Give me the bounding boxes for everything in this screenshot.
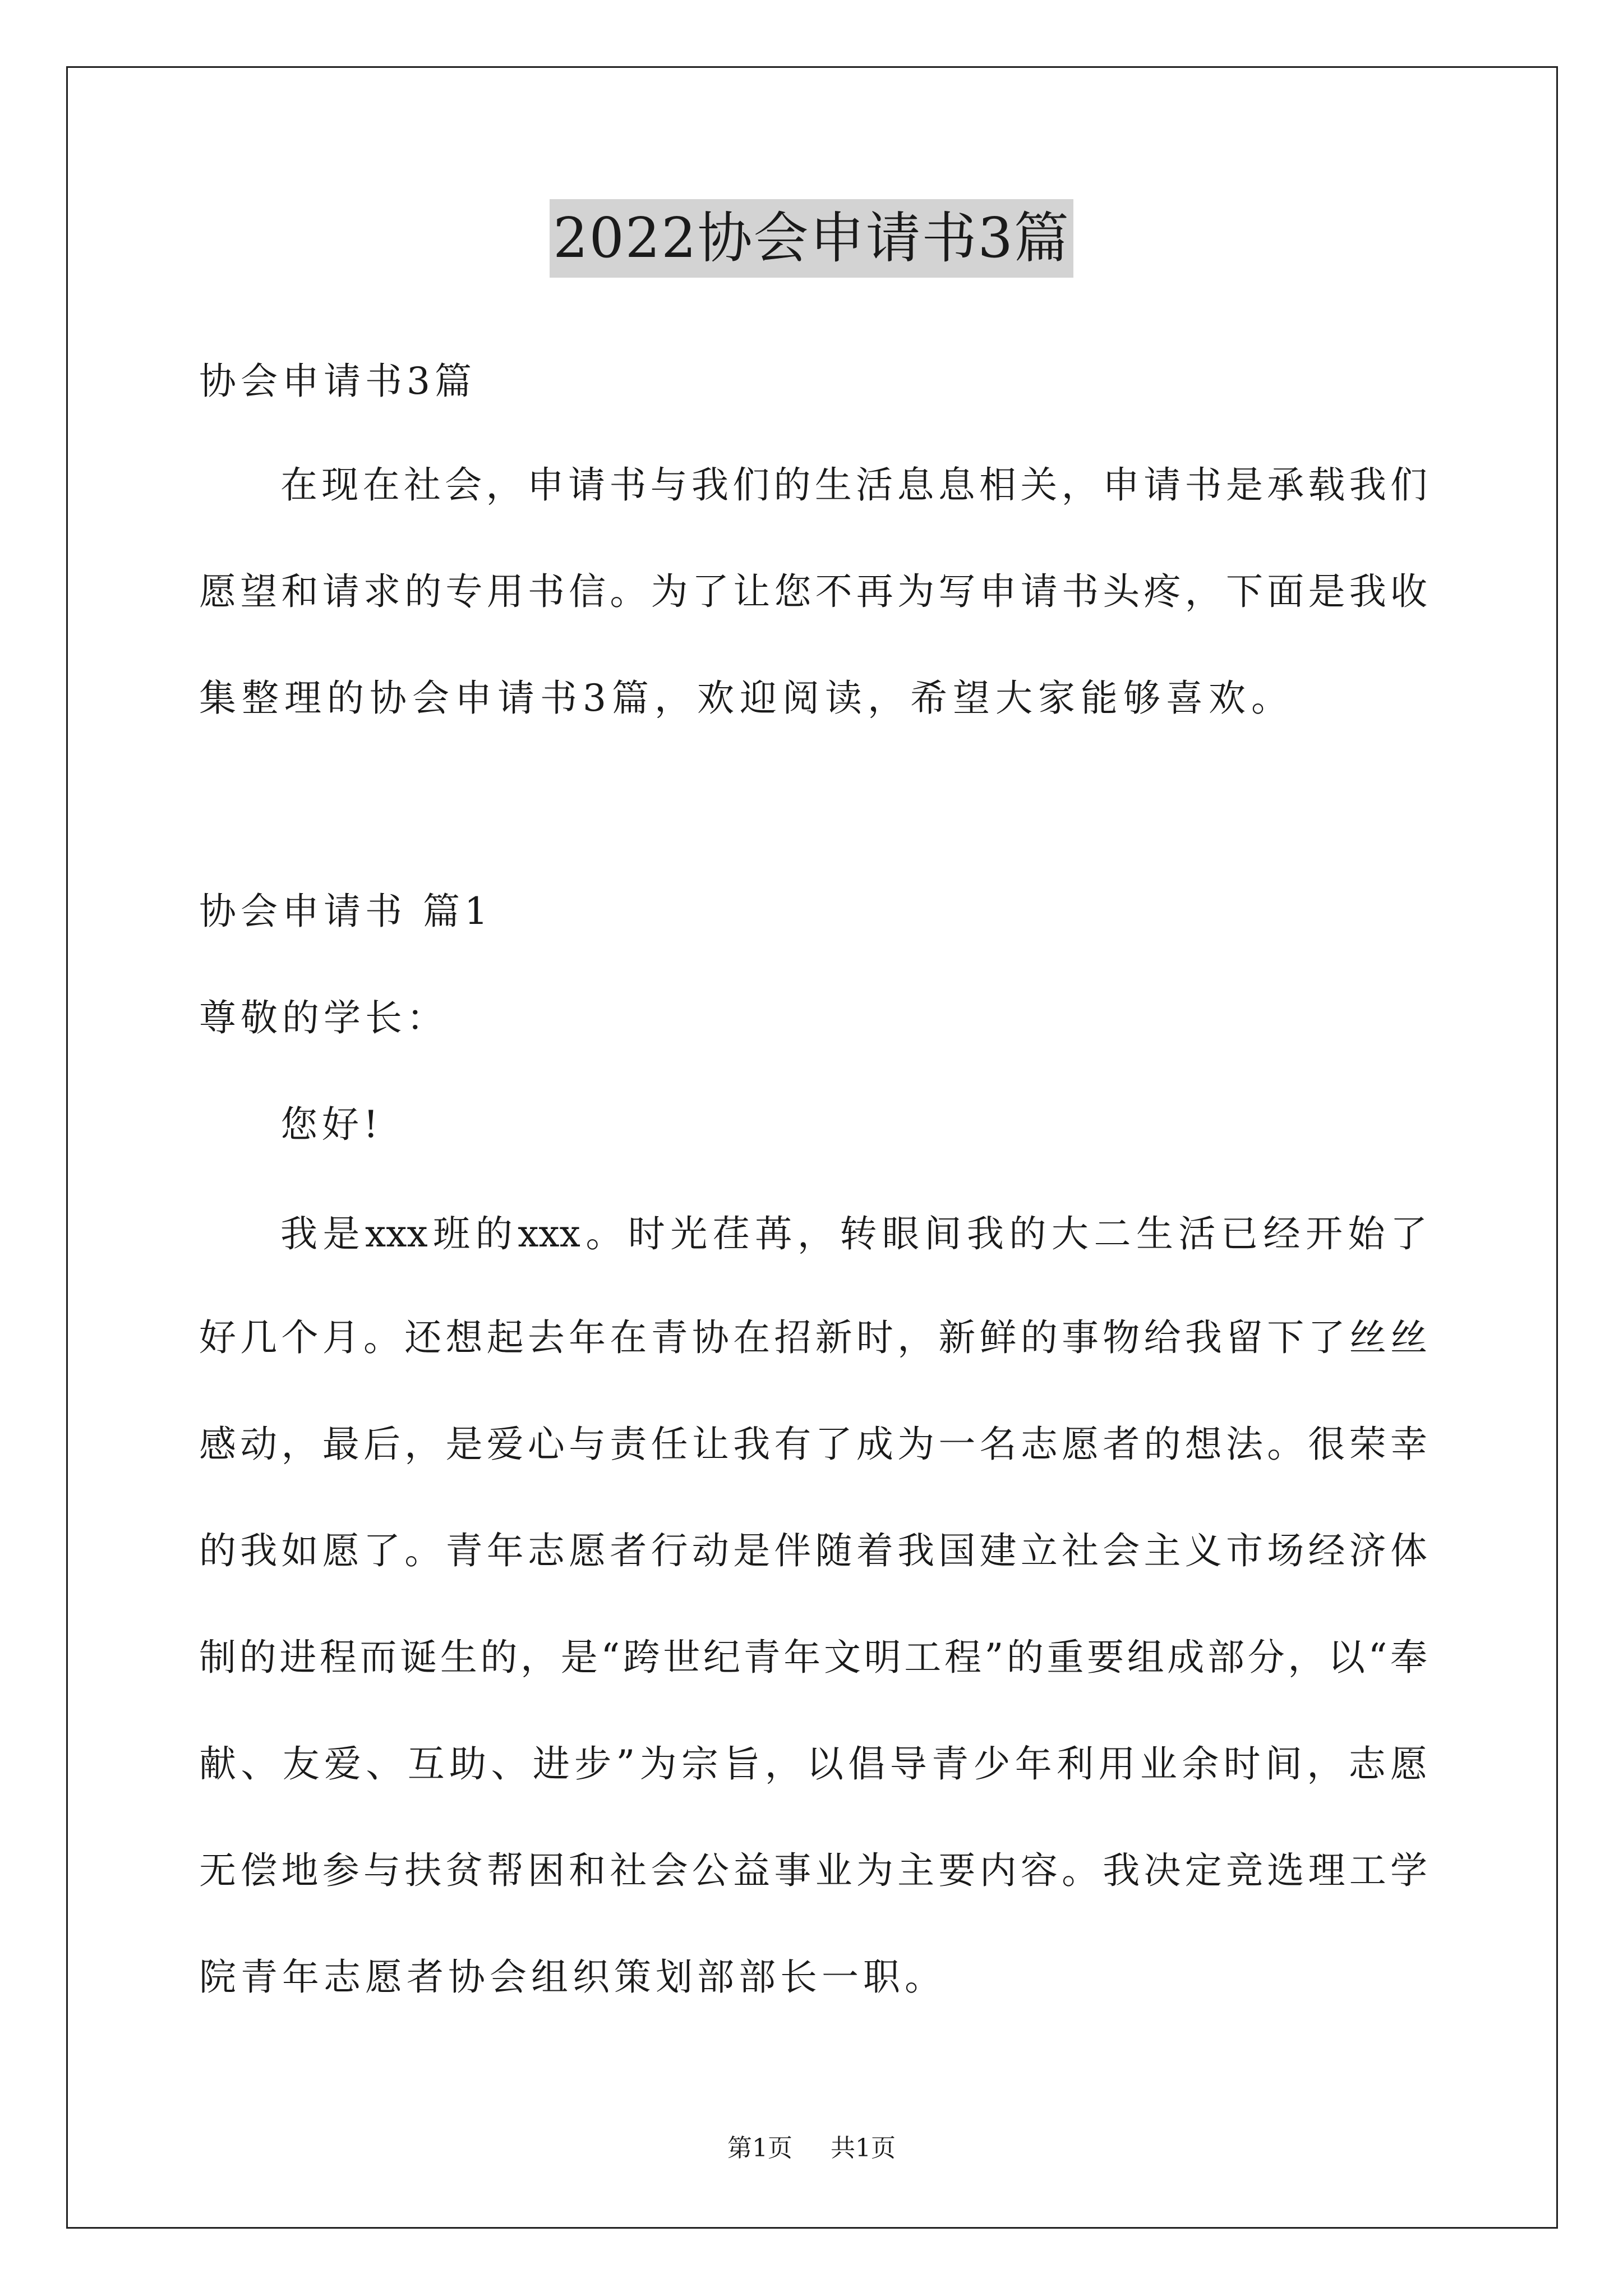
body-line-5: 制的进程而诞生的，是“跨世纪青年文明工程”的重要组成部分，以“奉 (199, 1636, 1427, 1679)
page-footer (0, 2132, 1623, 2165)
page-total: 共1页 (831, 2134, 896, 2162)
intro-line-2: 愿望和请求的专用书信。为了让您不再为写申请书头疼，下面是我收 (199, 570, 1427, 613)
page-number: 第1页 (727, 2134, 792, 2162)
salutation: 尊敬的学长： (199, 996, 448, 1039)
section-heading: 协会申请书 篇1 (199, 890, 492, 933)
body-line-7: 无偿地参与扶贫帮困和社会公益事业为主要内容。我决定竞选理工学 (199, 1849, 1427, 1892)
subtitle: 协会申请书3篇 (199, 360, 476, 403)
body-line-1: 我是xxx班的xxx。时光荏苒，转眼间我的大二生活已经开始了 (280, 1212, 1427, 1255)
body-line-6: 献、友爱、互助、进步”为宗旨，以倡导青少年利用业余时间，志愿 (199, 1742, 1427, 1786)
intro-line-3: 集整理的协会申请书3篇，欢迎阅读，希望大家能够喜欢。 (199, 677, 1294, 720)
document-title: 2022协会申请书3篇 (550, 199, 1073, 278)
body-line-2: 好几个月。还想起去年在青协在招新时，新鲜的事物给我留下了丝丝 (199, 1316, 1427, 1359)
body-line-3: 感动，最后，是爱心与责任让我有了成为一名志愿者的想法。很荣幸 (199, 1423, 1427, 1466)
title-container (0, 199, 1623, 278)
body-line-8: 院青年志愿者协会组织策划部部长一职。 (199, 1955, 946, 1999)
intro-line-1: 在现在社会，申请书与我们的生活息息相关，申请书是承载我们 (280, 463, 1427, 507)
greeting: 您好! (280, 1103, 383, 1146)
body-line-4: 的我如愿了。青年志愿者行动是伴随着我国建立社会主义市场经济体 (199, 1529, 1427, 1572)
